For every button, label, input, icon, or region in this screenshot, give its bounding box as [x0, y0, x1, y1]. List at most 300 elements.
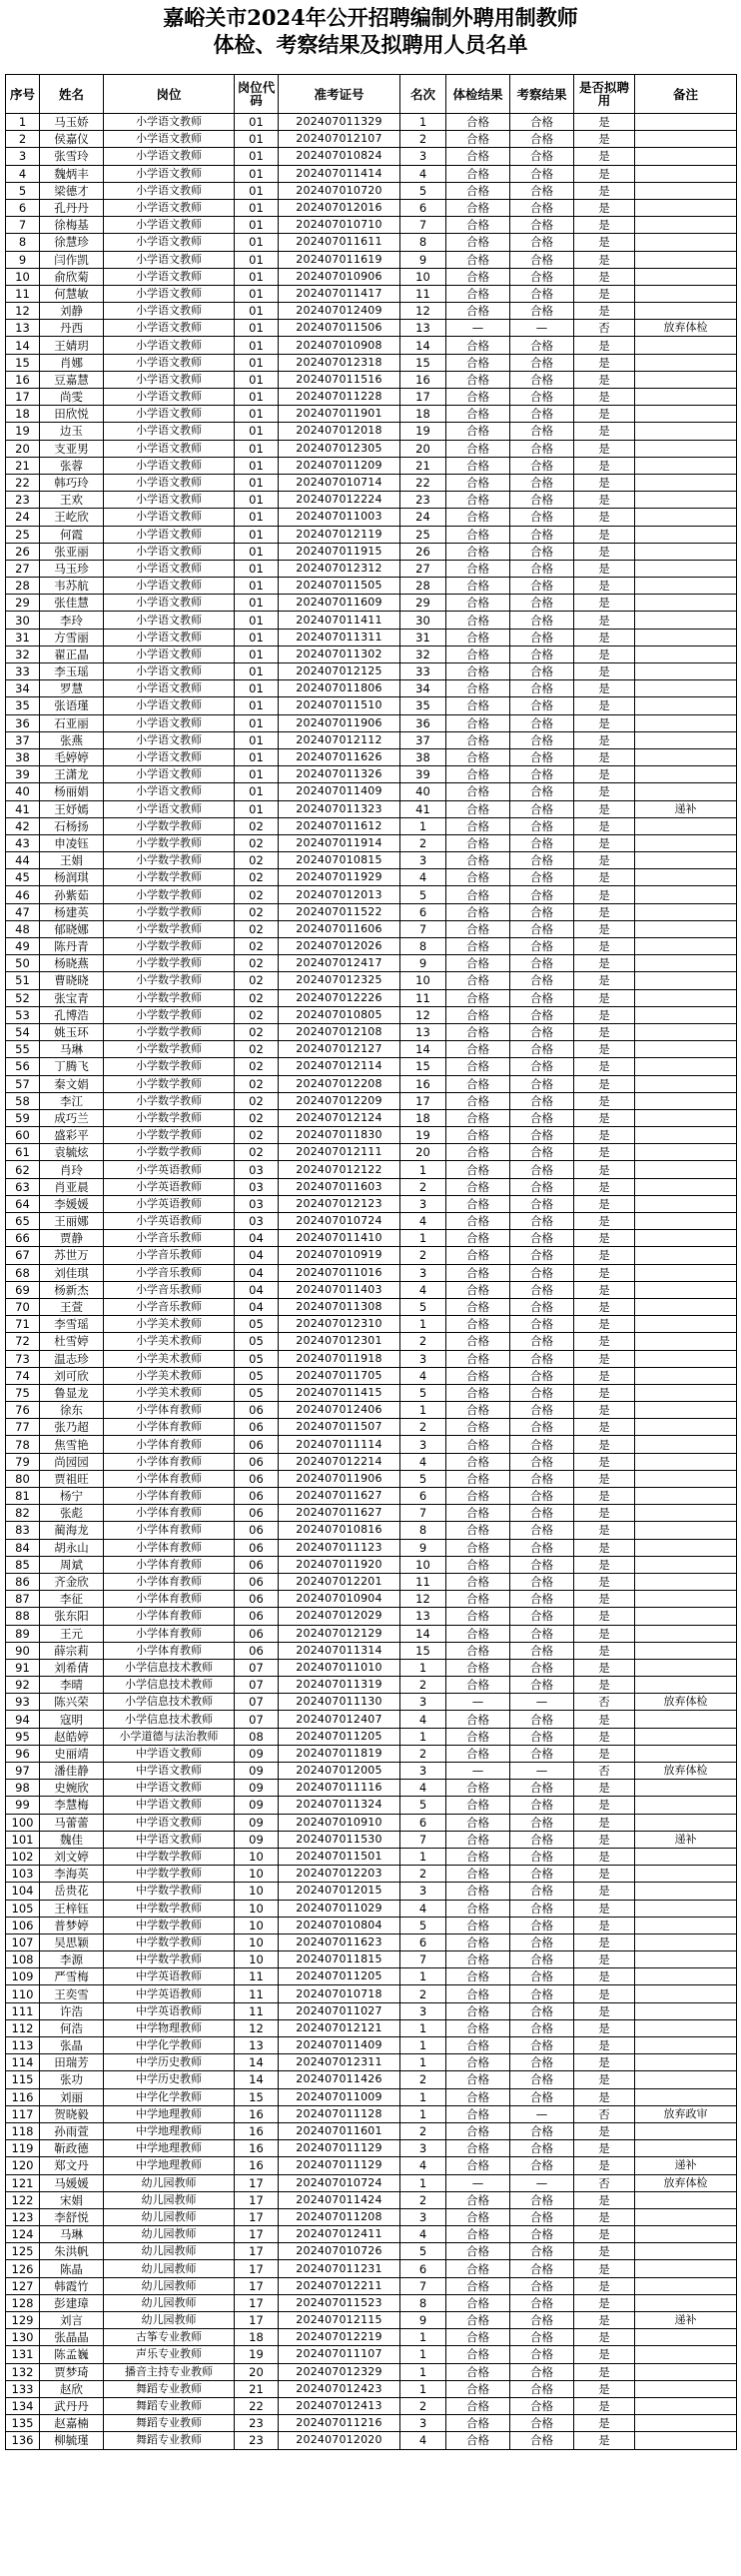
- cell-index: 46: [6, 886, 40, 903]
- cell-exam-number: 202407011326: [279, 766, 400, 783]
- cell-index: 89: [6, 1625, 40, 1642]
- cell-review-result: 合格: [510, 1384, 574, 1401]
- cell-name: 韩霞竹: [40, 2277, 104, 2294]
- cell-review-result: 合格: [510, 1573, 574, 1590]
- table-row: [6, 1694, 737, 1711]
- cell-remark: [635, 1900, 737, 1917]
- cell-remark: 放弃体检: [635, 1694, 737, 1711]
- cell-remark: [635, 1127, 737, 1144]
- cell-post: 小学语文教师: [104, 354, 235, 371]
- cell-rank: 1: [400, 2105, 446, 2122]
- cell-review-result: 合格: [510, 199, 574, 216]
- cell-hire-decision: 是: [574, 2019, 635, 2036]
- cell-post-code: 01: [235, 440, 279, 457]
- table-row: [6, 886, 737, 903]
- cell-name: 刘佳琪: [40, 1264, 104, 1281]
- cell-remark: [635, 1470, 737, 1487]
- cell-exam-number: 202407010720: [279, 182, 400, 199]
- cell-hire-decision: 是: [574, 2294, 635, 2311]
- table-row: [6, 1968, 737, 1985]
- cell-post: 幼儿园教师: [104, 2226, 235, 2243]
- cell-remark: [635, 989, 737, 1006]
- cell-index: 106: [6, 1917, 40, 1933]
- cell-post: 小学语文教师: [104, 423, 235, 440]
- cell-review-result: 合格: [510, 2037, 574, 2054]
- cell-index: 66: [6, 1230, 40, 1247]
- cell-review-result: 合格: [510, 2415, 574, 2432]
- cell-name: 赵皓婷: [40, 1728, 104, 1745]
- cell-post: 小学数学教师: [104, 1041, 235, 1058]
- cell-remark: [635, 1968, 737, 1985]
- cell-post-code: 01: [235, 320, 279, 337]
- cell-index: 25: [6, 526, 40, 543]
- cell-index: 61: [6, 1144, 40, 1161]
- cell-remark: [635, 1195, 737, 1212]
- table-row: [6, 629, 737, 645]
- cell-name: 陈孟巍: [40, 2346, 104, 2363]
- cell-medical-result: 合格: [446, 595, 510, 612]
- cell-name: 丁腾飞: [40, 1058, 104, 1075]
- cell-hire-decision: 是: [574, 1831, 635, 1848]
- cell-medical-result: 合格: [446, 766, 510, 783]
- cell-index: 133: [6, 2380, 40, 2397]
- cell-review-result: 合格: [510, 972, 574, 989]
- cell-rank: 14: [400, 1041, 446, 1058]
- cell-hire-decision: 是: [574, 1505, 635, 1522]
- cell-exam-number: 202407012026: [279, 938, 400, 955]
- cell-exam-number: 202407010908: [279, 337, 400, 354]
- cell-post: 幼儿园教师: [104, 2243, 235, 2260]
- cell-name: 丹西: [40, 320, 104, 337]
- cell-exam-number: 202407010724: [279, 2174, 400, 2191]
- cell-hire-decision: 是: [574, 509, 635, 526]
- table-row: [6, 1951, 737, 1968]
- cell-hire-decision: 是: [574, 1556, 635, 1573]
- cell-remark: [635, 1659, 737, 1676]
- cell-post-code: 03: [235, 1178, 279, 1195]
- cell-rank: 4: [400, 2226, 446, 2243]
- cell-post: 小学信息技术教师: [104, 1659, 235, 1676]
- cell-exam-number: 202407011612: [279, 817, 400, 834]
- cell-medical-result: 合格: [446, 938, 510, 955]
- cell-exam-number: 202407011530: [279, 1831, 400, 1848]
- cell-post: 小学体育教师: [104, 1488, 235, 1505]
- cell-post: 小学音乐教师: [104, 1281, 235, 1298]
- cell-rank: 1: [400, 1968, 446, 1985]
- table-row: [6, 1367, 737, 1384]
- cell-post-code: 01: [235, 714, 279, 731]
- cell-hire-decision: 是: [574, 2346, 635, 2363]
- cell-post-code: 06: [235, 1402, 279, 1419]
- cell-post: 中学数学教师: [104, 1917, 235, 1933]
- cell-medical-result: 合格: [446, 268, 510, 285]
- table-row: [6, 509, 737, 526]
- cell-review-result: 合格: [510, 1677, 574, 1694]
- cell-hire-decision: 是: [574, 714, 635, 731]
- cell-index: 100: [6, 1814, 40, 1831]
- cell-exam-number: 202407012208: [279, 1075, 400, 1092]
- cell-hire-decision: 是: [574, 217, 635, 234]
- cell-post-code: 03: [235, 1213, 279, 1230]
- cell-medical-result: 合格: [446, 2260, 510, 2277]
- cell-index: 19: [6, 423, 40, 440]
- cell-exam-number: 202407010726: [279, 2243, 400, 2260]
- cell-hire-decision: 是: [574, 2432, 635, 2449]
- cell-index: 22: [6, 474, 40, 491]
- table-row: [6, 1728, 737, 1745]
- cell-name: 王奕雪: [40, 1985, 104, 2002]
- cell-remark: [635, 1230, 737, 1247]
- cell-review-result: 合格: [510, 2122, 574, 2139]
- cell-post: 中学语文教师: [104, 1745, 235, 1762]
- cell-index: 81: [6, 1488, 40, 1505]
- cell-post: 中学化学教师: [104, 2088, 235, 2105]
- cell-name: 王婧玥: [40, 337, 104, 354]
- cell-post-code: 17: [235, 2191, 279, 2208]
- cell-post: 中学物理教师: [104, 2019, 235, 2036]
- cell-index: 56: [6, 1058, 40, 1075]
- cell-post: 小学数学教师: [104, 869, 235, 886]
- cell-review-result: 合格: [510, 1402, 574, 1419]
- cell-post: 小学语文教师: [104, 645, 235, 662]
- cell-exam-number: 202407011506: [279, 320, 400, 337]
- cell-index: 75: [6, 1384, 40, 1401]
- table-row: [6, 1848, 737, 1865]
- cell-remark: [635, 2054, 737, 2071]
- cell-remark: [635, 1591, 737, 1608]
- cell-rank: 21: [400, 457, 446, 474]
- cell-exam-number: 202407011129: [279, 2157, 400, 2174]
- cell-post-code: 06: [235, 1573, 279, 1590]
- cell-review-result: 合格: [510, 1814, 574, 1831]
- cell-post-code: 01: [235, 389, 279, 406]
- cell-hire-decision: 是: [574, 2397, 635, 2414]
- cell-post-code: 14: [235, 2054, 279, 2071]
- cell-review-result: 合格: [510, 1075, 574, 1092]
- cell-post: 小学数学教师: [104, 938, 235, 955]
- table-row: [6, 1402, 737, 1419]
- cell-post: 小学体育教师: [104, 1522, 235, 1539]
- cell-hire-decision: 是: [574, 1883, 635, 1900]
- cell-medical-result: 合格: [446, 1831, 510, 1848]
- cell-review-result: 合格: [510, 2140, 574, 2157]
- cell-rank: 5: [400, 1384, 446, 1401]
- cell-post-code: 02: [235, 1075, 279, 1092]
- cell-index: 102: [6, 1848, 40, 1865]
- cell-post-code: 01: [235, 354, 279, 371]
- cell-post: 中学数学教师: [104, 1883, 235, 1900]
- cell-index: 14: [6, 337, 40, 354]
- cell-rank: 3: [400, 1264, 446, 1281]
- cell-medical-result: 合格: [446, 234, 510, 251]
- cell-hire-decision: 是: [574, 1780, 635, 1797]
- cell-exam-number: 202407011627: [279, 1505, 400, 1522]
- cell-medical-result: 合格: [446, 2191, 510, 2208]
- cell-remark: [635, 748, 737, 765]
- cell-exam-number: 202407012214: [279, 1453, 400, 1470]
- cell-rank: 5: [400, 182, 446, 199]
- cell-review-result: 合格: [510, 114, 574, 131]
- cell-rank: 8: [400, 234, 446, 251]
- cell-exam-number: 202407012209: [279, 1092, 400, 1109]
- cell-name: 陈兴荣: [40, 1694, 104, 1711]
- cell-exam-number: 202407012406: [279, 1402, 400, 1419]
- cell-exam-number: 202407012411: [279, 2226, 400, 2243]
- cell-name: 张功: [40, 2071, 104, 2088]
- cell-medical-result: 合格: [446, 440, 510, 457]
- cell-name: 李慧梅: [40, 1797, 104, 1814]
- cell-hire-decision: 是: [574, 680, 635, 697]
- cell-exam-number: 202407011009: [279, 2088, 400, 2105]
- cell-review-result: 合格: [510, 440, 574, 457]
- cell-review-result: 合格: [510, 903, 574, 920]
- cell-medical-result: 合格: [446, 1333, 510, 1350]
- cell-post-code: 01: [235, 697, 279, 714]
- cell-rank: 13: [400, 320, 446, 337]
- cell-hire-decision: 否: [574, 2105, 635, 2122]
- cell-index: 28: [6, 578, 40, 595]
- cell-medical-result: 合格: [446, 1883, 510, 1900]
- cell-hire-decision: 是: [574, 817, 635, 834]
- cell-hire-decision: 是: [574, 1264, 635, 1281]
- cell-post: 小学体育教师: [104, 1556, 235, 1573]
- cell-post: 小学语文教师: [104, 148, 235, 165]
- cell-rank: 1: [400, 2346, 446, 2363]
- cell-review-result: 合格: [510, 1247, 574, 1264]
- cell-post: 小学语文教师: [104, 680, 235, 697]
- cell-index: 38: [6, 748, 40, 765]
- cell-post: 小学英语教师: [104, 1178, 235, 1195]
- cell-exam-number: 202407012016: [279, 199, 400, 216]
- cell-exam-number: 202407011815: [279, 1951, 400, 1968]
- table-row: [6, 148, 737, 165]
- cell-exam-number: 202407011906: [279, 1470, 400, 1487]
- cell-post: 中学英语教师: [104, 2002, 235, 2019]
- cell-exam-number: 202407012124: [279, 1109, 400, 1126]
- cell-index: 130: [6, 2329, 40, 2346]
- cell-exam-number: 202407012005: [279, 1763, 400, 1780]
- cell-medical-result: 合格: [446, 1985, 510, 2002]
- cell-hire-decision: 是: [574, 2380, 635, 2397]
- cell-post-code: 16: [235, 2157, 279, 2174]
- cell-post-code: 17: [235, 2260, 279, 2277]
- cell-remark: [635, 595, 737, 612]
- cell-hire-decision: 是: [574, 697, 635, 714]
- cell-review-result: —: [510, 320, 574, 337]
- cell-rank: 5: [400, 1470, 446, 1487]
- table-row: [6, 1488, 737, 1505]
- cell-medical-result: 合格: [446, 972, 510, 989]
- cell-hire-decision: 是: [574, 1968, 635, 1985]
- cell-remark: 放弃政审: [635, 2105, 737, 2122]
- cell-name: 尚园园: [40, 1453, 104, 1470]
- header-post-code: 岗位代码: [235, 75, 279, 114]
- cell-review-result: 合格: [510, 1023, 574, 1040]
- cell-exam-number: 202407011016: [279, 1264, 400, 1281]
- cell-hire-decision: 是: [574, 1866, 635, 1883]
- cell-index: 21: [6, 457, 40, 474]
- cell-medical-result: 合格: [446, 1470, 510, 1487]
- table-row: [6, 1625, 737, 1642]
- cell-hire-decision: 是: [574, 1453, 635, 1470]
- cell-post: 中学历史教师: [104, 2071, 235, 2088]
- cell-rank: 29: [400, 595, 446, 612]
- cell-review-result: 合格: [510, 1556, 574, 1573]
- cell-remark: [635, 1677, 737, 1694]
- cell-post: 小学数学教师: [104, 972, 235, 989]
- cell-post: 小学语文教师: [104, 731, 235, 748]
- cell-post-code: 17: [235, 2294, 279, 2311]
- cell-hire-decision: 是: [574, 1316, 635, 1333]
- table-row: [6, 131, 737, 148]
- table-row: [6, 1505, 737, 1522]
- table-row: [6, 1866, 737, 1883]
- cell-name: 马琳: [40, 2226, 104, 2243]
- cell-post: 古筝专业教师: [104, 2329, 235, 2346]
- cell-exam-number: 202407011603: [279, 1178, 400, 1195]
- cell-exam-number: 202407012122: [279, 1161, 400, 1178]
- cell-post: 小学语文教师: [104, 509, 235, 526]
- table-row: [6, 492, 737, 509]
- cell-medical-result: 合格: [446, 1745, 510, 1762]
- cell-review-result: 合格: [510, 1866, 574, 1883]
- cell-index: 50: [6, 955, 40, 972]
- cell-remark: [635, 1161, 737, 1178]
- cell-rank: 1: [400, 114, 446, 131]
- cell-review-result: 合格: [510, 1968, 574, 1985]
- cell-post: 小学体育教师: [104, 1505, 235, 1522]
- cell-exam-number: 202407011027: [279, 2002, 400, 2019]
- cell-medical-result: 合格: [446, 2380, 510, 2397]
- cell-review-result: —: [510, 2174, 574, 2191]
- table-row: [6, 1092, 737, 1109]
- cell-hire-decision: 是: [574, 148, 635, 165]
- table-row: [6, 1797, 737, 1814]
- cell-post: 幼儿园教师: [104, 2174, 235, 2191]
- cell-name: 普梦婷: [40, 1917, 104, 1933]
- cell-rank: 5: [400, 2243, 446, 2260]
- cell-index: 57: [6, 1075, 40, 1092]
- cell-rank: 1: [400, 2380, 446, 2397]
- cell-rank: 3: [400, 148, 446, 165]
- cell-review-result: 合格: [510, 2294, 574, 2311]
- cell-review-result: 合格: [510, 217, 574, 234]
- cell-remark: [635, 2019, 737, 2036]
- cell-post-code: 06: [235, 1505, 279, 1522]
- cell-index: 55: [6, 1041, 40, 1058]
- cell-index: 104: [6, 1883, 40, 1900]
- cell-rank: 4: [400, 1281, 446, 1298]
- cell-review-result: 合格: [510, 2088, 574, 2105]
- cell-name: 周斌: [40, 1556, 104, 1573]
- cell-name: 孙雨萱: [40, 2122, 104, 2139]
- cell-name: 寇明: [40, 1711, 104, 1728]
- cell-review-result: 合格: [510, 1831, 574, 1848]
- cell-name: 李征: [40, 1591, 104, 1608]
- cell-post: 小学语文教师: [104, 697, 235, 714]
- cell-hire-decision: 是: [574, 1092, 635, 1109]
- cell-remark: [635, 1642, 737, 1659]
- cell-post: 小学体育教师: [104, 1642, 235, 1659]
- cell-review-result: 合格: [510, 869, 574, 886]
- cell-name: 孔博浩: [40, 1006, 104, 1023]
- table-row: [6, 114, 737, 131]
- cell-review-result: 合格: [510, 1127, 574, 1144]
- cell-exam-number: 202407011901: [279, 406, 400, 423]
- cell-medical-result: 合格: [446, 1402, 510, 1419]
- cell-post: 小学数学教师: [104, 1006, 235, 1023]
- cell-index: 107: [6, 1933, 40, 1950]
- cell-post: 小学体育教师: [104, 1419, 235, 1436]
- cell-post: 小学体育教师: [104, 1402, 235, 1419]
- cell-remark: [635, 834, 737, 851]
- cell-review-result: 合格: [510, 1092, 574, 1109]
- table-row: [6, 234, 737, 251]
- cell-remark: 递补: [635, 800, 737, 817]
- cell-post: 小学数学教师: [104, 1092, 235, 1109]
- cell-post-code: 01: [235, 423, 279, 440]
- cell-remark: [635, 714, 737, 731]
- cell-rank: 20: [400, 1144, 446, 1161]
- cell-name: 成巧兰: [40, 1109, 104, 1126]
- cell-index: 113: [6, 2037, 40, 2054]
- cell-exam-number: 202407012115: [279, 2312, 400, 2329]
- cell-hire-decision: 是: [574, 1539, 635, 1556]
- cell-name: 苏世万: [40, 1247, 104, 1264]
- cell-rank: 38: [400, 748, 446, 765]
- cell-review-result: 合格: [510, 1230, 574, 1247]
- cell-post-code: 04: [235, 1281, 279, 1298]
- cell-name: 徐慧珍: [40, 234, 104, 251]
- cell-hire-decision: 是: [574, 2363, 635, 2380]
- cell-remark: [635, 2071, 737, 2088]
- cell-remark: [635, 1333, 737, 1350]
- cell-hire-decision: 是: [574, 2329, 635, 2346]
- cell-name: 贺晓毅: [40, 2105, 104, 2122]
- cell-remark: [635, 1402, 737, 1419]
- table-row: [6, 1608, 737, 1625]
- cell-post-code: 14: [235, 2071, 279, 2088]
- cell-exam-number: 202407012318: [279, 354, 400, 371]
- cell-medical-result: 合格: [446, 337, 510, 354]
- cell-remark: [635, 1848, 737, 1865]
- cell-remark: [635, 955, 737, 972]
- cell-index: 103: [6, 1866, 40, 1883]
- cell-medical-result: 合格: [446, 2397, 510, 2414]
- cell-name: 毛婷婷: [40, 748, 104, 765]
- cell-exam-number: 202407011409: [279, 2037, 400, 2054]
- cell-exam-number: 202407012325: [279, 972, 400, 989]
- cell-name: 史丽靖: [40, 1745, 104, 1762]
- cell-review-result: —: [510, 2105, 574, 2122]
- cell-exam-number: 202407011601: [279, 2122, 400, 2139]
- cell-rank: 4: [400, 165, 446, 182]
- cell-hire-decision: 是: [574, 1109, 635, 1126]
- cell-medical-result: 合格: [446, 526, 510, 543]
- cell-post: 幼儿园教师: [104, 2208, 235, 2225]
- cell-review-result: 合格: [510, 2432, 574, 2449]
- cell-remark: [635, 612, 737, 629]
- cell-post-code: 06: [235, 1419, 279, 1436]
- cell-medical-result: 合格: [446, 1968, 510, 1985]
- cell-post: 小学语文教师: [104, 217, 235, 234]
- cell-exam-number: 202407011915: [279, 543, 400, 560]
- cell-rank: 13: [400, 1023, 446, 1040]
- table-row: [6, 1900, 737, 1917]
- cell-hire-decision: 是: [574, 1728, 635, 1745]
- cell-remark: [635, 2243, 737, 2260]
- cell-hire-decision: 是: [574, 114, 635, 131]
